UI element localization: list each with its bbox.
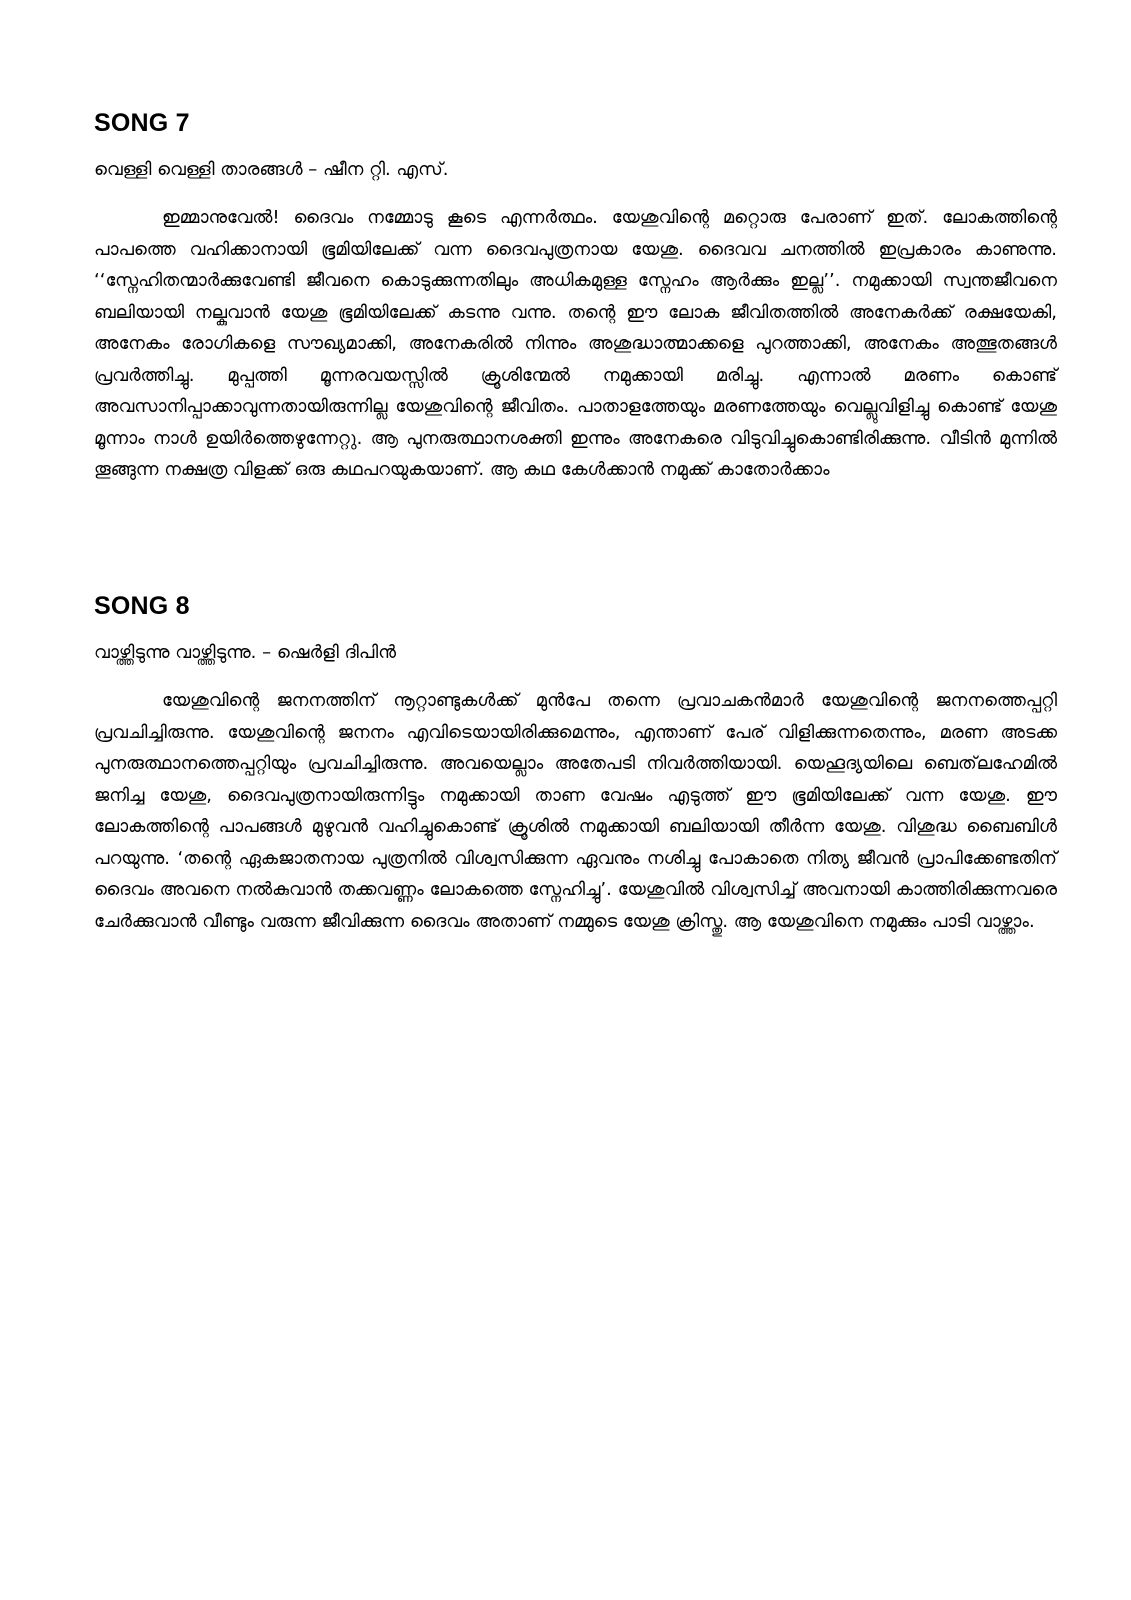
song-7-body: ഇമ്മാനുവേൽ! ദൈവം നമ്മോടു കൂടെ എന്നർത്ഥം. യേശുവിന്റെ മറ്റൊരു പേരാണ് ഇത്. ലോകത്തിന്റെ പാപത്തെ വഹിക്കാനായി ഭൂമിയിലേക്ക് വന്ന ദൈവപുത്രനായ യേശു. ദൈവവ ചനത്തിൽ ഇപ്രകാരം കാണുന്നു. ‘‘സ്നേഹിതന്മാർക്കുവേണ്ടി ജീവനെ കൊടുക്കുന്നതിലും അധികമുള്ള സ്നേഹം ആർക്കും ഇല്ല’’. നമുക്കായി സ്വന്തജീവനെ ബലിയായി നല്കുവാൻ യേശു ഭൂമിയിലേക്ക് കടന്നു വന്നു. തന്റെ ഈ ലോക ജീവിതത്തിൽ അനേകർക്ക് രക്ഷയേകി, അനേകം രോഗികളെ സൗഖ്യമാക്കി, അനേകരിൽ നിന്നും അശുദ്ധാത്മാക്കളെ പുറത്താക്കി, അനേകം അത്ഭുതങ്ങൾ പ്രവർത്തിച്ചു. മുപ്പത്തി മൂന്നരവയസ്സിൽ ക്രൂശിന്മേൽ നമുക്കായി മരിച്ചു. എന്നാൽ മരണം കൊണ്ട് അവസാനിപ്പാക്കാവുന്നതായിരുന്നില്ല യേശുവിന്റെ ജീവിതം. പാതാളത്തേയും മരണത്തേയും വെല്ലുവിളിച്ചു കൊണ്ട് യേശു മൂന്നാം നാൾ ഉയിർത്തെഴുന്നേറ്റു. ആ പുനരുത്ഥാനശക്തി ഇന്നും അനേകരെ വിടുവിച്ചുകൊണ്ടിരിക്കുന്നു. വീടിൻ മുന്നിൽ തൂങ്ങുന്ന നക്ഷത്ര വിളക്ക് ഒരു കഥപറയുകയാണ്. ആ കഥ കേൾക്കാൻ നമുക്ക് കാതോർക്കാം — [94, 207, 1057, 480]
song-7-heading: SONG 7 — [94, 109, 190, 137]
song-8-body: യേശുവിന്റെ ജനനത്തിന് നൂറ്റാണ്ടുകൾക്ക് മുൻപേ തന്നെ പ്രവാചകൻമാർ യേശുവിന്റെ ജനനത്തെപ്പറ്റി പ്രവചിച്ചിരുന്നു. യേശുവിന്റെ ജനനം എവിടെയായിരിക്കുമെന്നും, എന്താണ് പേര് വിളിക്കുന്നതെന്നും, മരണ അടക്ക പുനരുത്ഥാനത്തെപ്പറ്റിയും പ്രവചിച്ചിരുന്നു. അവയെല്ലാം അതേപടി നിവർത്തിയായി. യെഹൂദ്യയിലെ ബെത്‌ലഹേമിൽ ജനിച്ച യേശു, ദൈവപുത്രനായിരുന്നിട്ടും നമുക്കായി താണ വേഷം എടുത്ത് ഈ ഭൂമിയിലേക്ക് വന്ന യേശു. ഈ ലോകത്തിന്റെ പാപങ്ങൾ മുഴുവൻ വഹിച്ചുകൊണ്ട് ക്രൂശിൽ നമുക്കായി ബലിയായി തീർന്ന യേശു. വിശുദ്ധ ബൈബിൾ പറയുന്നു. ‘തന്റെ ഏകജാതനായ പുത്രനിൽ വിശ്വസിക്കുന്ന ഏവനും നശിച്ചു പോകാതെ നിത്യ ജീവൻ പ്രാപിക്കേണ്ടതിന് ദൈവം അവനെ നൽകുവാൻ തക്കവണ്ണം ലോകത്തെ സ്നേഹിച്ചു’. യേശുവിൽ വിശ്വസിച്ച് അവനായി കാത്തിരിക്കുന്നവരെ ചേർക്കുവാൻ വീണ്ടും വരുന്ന ജീവിക്കുന്ന ദൈവം അതാണ് നമ്മുടെ യേശു ക്രിസ്തു. ആ യേശുവിനെ നമുക്കും പാടി വാഴ്ത്താം. — [94, 690, 1057, 932]
song-7-subtitle: വെള്ളി വെള്ളി താരങ്ങൾ – ഷീന റ്റി. എസ്. — [94, 159, 449, 180]
song-8-section — [94, 591, 1057, 937]
song-7-section — [94, 108, 1057, 486]
song-8-heading: SONG 8 — [94, 592, 190, 620]
song-8-subtitle: വാഴ്ത്തിടുന്നു വാഴ്ത്തിടുന്നു. – ഷെർളി ദിപിൻ — [94, 642, 397, 663]
